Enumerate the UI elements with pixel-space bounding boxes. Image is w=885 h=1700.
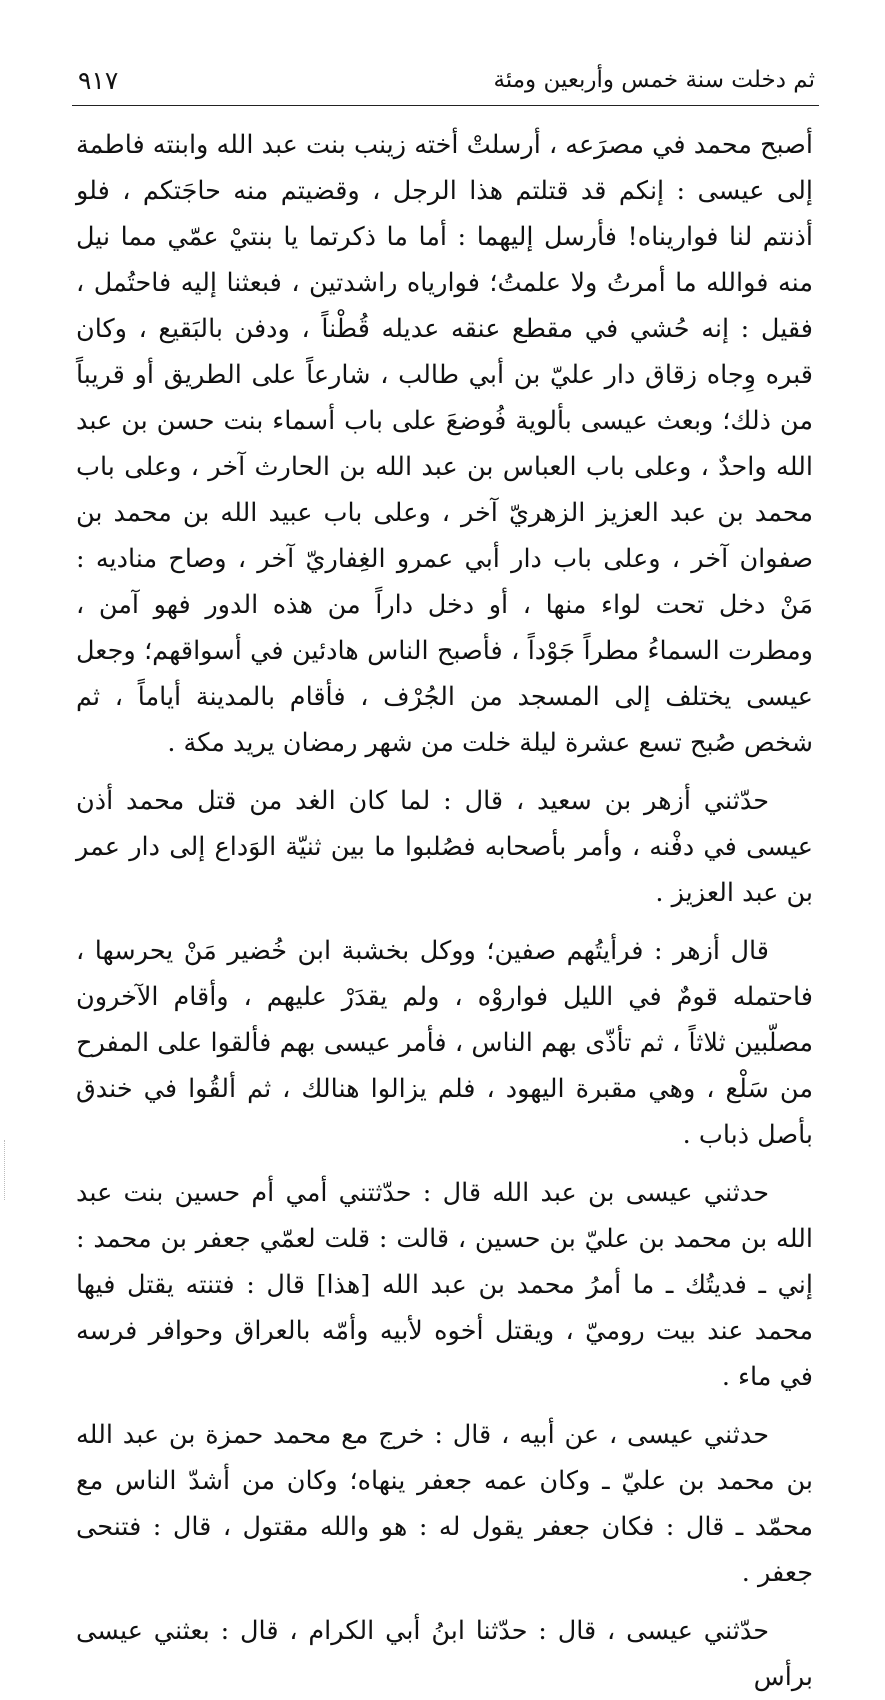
paragraph-6: حدّثني عيسى ، قال : حدّثنا ابنُ أبي الكرام ، قال : بعثني عيسى برأس [76,1616,813,1692]
body-text [76,122,813,1700]
paragraph-1: أصبح محمد في مصرَعه ، أرسلتْ أخته زينب بنت عبد الله وابنته فاطمة إلى عيسى : إنكم قد قتلتم هذا الرجل ، وقضيتم منه حاجَتكم ، فلو أذنتم لنا فواريناه! فأرسل إليهما : أما ما ذكرتما يا بنتيْ عمّي مما نيل منه فوالله ما أمرتُ ولا علمتُ؛ فوارياه راشدتين ، فبعثنا إليه فاحتُمل ، فقيل : إنه حُشي في مقطع عنقه عديله قُطْناً ، ودفن بالبَقيع ، وكان قبره وِجاه زقاق دار عليّ بن أبي طالب ، شارعاً على الطريق أو قريباً من ذلك؛ وبعث عيسى بألوية فُوضعَ على باب أسماء بنت حسن بن عبد الله واحدٌ ، وعلى باب العباس بن عبد الله بن الحارث آخر ، وعلى باب محمد بن عبد العزيز الزهريّ آخر ، وعلى باب عبيد الله بن محمد بن صفوان آخر ، وعلى باب دار أبي عمرو الغِفاريّ آخر ، وصاح مناديه : مَنْ دخل تحت لواء منها ، أو دخل داراً من هذه الدور فهو آمن ، ومطرت السماءُ مطراً جَوْداً ، فأصبح الناس هادئين في أسواقهم؛ وجعل عيسى يختلف إلى المسجد من الجُرْف ، فأقام بالمدينة أياماً ، ثم شخص صُبح تسع عشرة ليلة خلت من شهر رمضان يريد مكة . [76,130,813,758]
header-rule [72,105,819,106]
page-header [78,60,815,100]
paragraph-2: حدّثني أزهر بن سعيد ، قال : لما كان الغد من قتل محمد أذن عيسى في دفْنه ، وأمر بأصحابه فصُلبوا ما بين ثنيّة الوَداع إلى دار عمر بن عبد العزيز . [76,786,813,908]
paragraph-4: حدثني عيسى بن عبد الله قال : حدّثتني أمي أم حسين بنت عبد الله بن محمد بن عليّ بن حسين ، قالت : قلت لعمّي جعفر بن محمد : إني ـ فديتُك ـ ما أمرُ محمد بن عبد الله [هذا] قال : فتنته يقتل فيها محمد عند بيت روميّ ، ويقتل أخوه لأبيه وأمّه بالعراق وحوافر فرسه في ماء . [76,1178,813,1392]
running-title: ثم دخلت سنة خمس وأربعين ومئة [493,67,815,93]
paragraph-5: حدثني عيسى ، عن أبيه ، قال : خرج مع محمد حمزة بن عبد الله بن محمد بن عليّ ـ وكان عمه جعفر ينهاه؛ وكان من أشدّ الناس مع محمّد ـ قال : فكان جعفر يقول له : هو والله مقتول ، قال : فتنحى جعفر . [76,1420,813,1588]
scan-margin-mark [4,1140,15,1200]
paragraph-3: قال أزهر : فرأيتُهم صفين؛ ووكل بخشبة ابن خُضير مَنْ يحرسها ، فاحتمله قومٌ في الليل فواروْه ، ولم يقدَرْ عليهم ، وأقام الآخرون مصلّبين ثلاثاً ، ثم تأذّى بهم الناس ، فأمر عيسى بهم فألقوا على المفرح من سَلْع ، وهي مقبرة اليهود ، فلم يزالوا هنالك ، ثم ألقُوا في خندق بأصل ذباب . [76,936,813,1150]
page-number: ٩١٧ [78,65,119,95]
